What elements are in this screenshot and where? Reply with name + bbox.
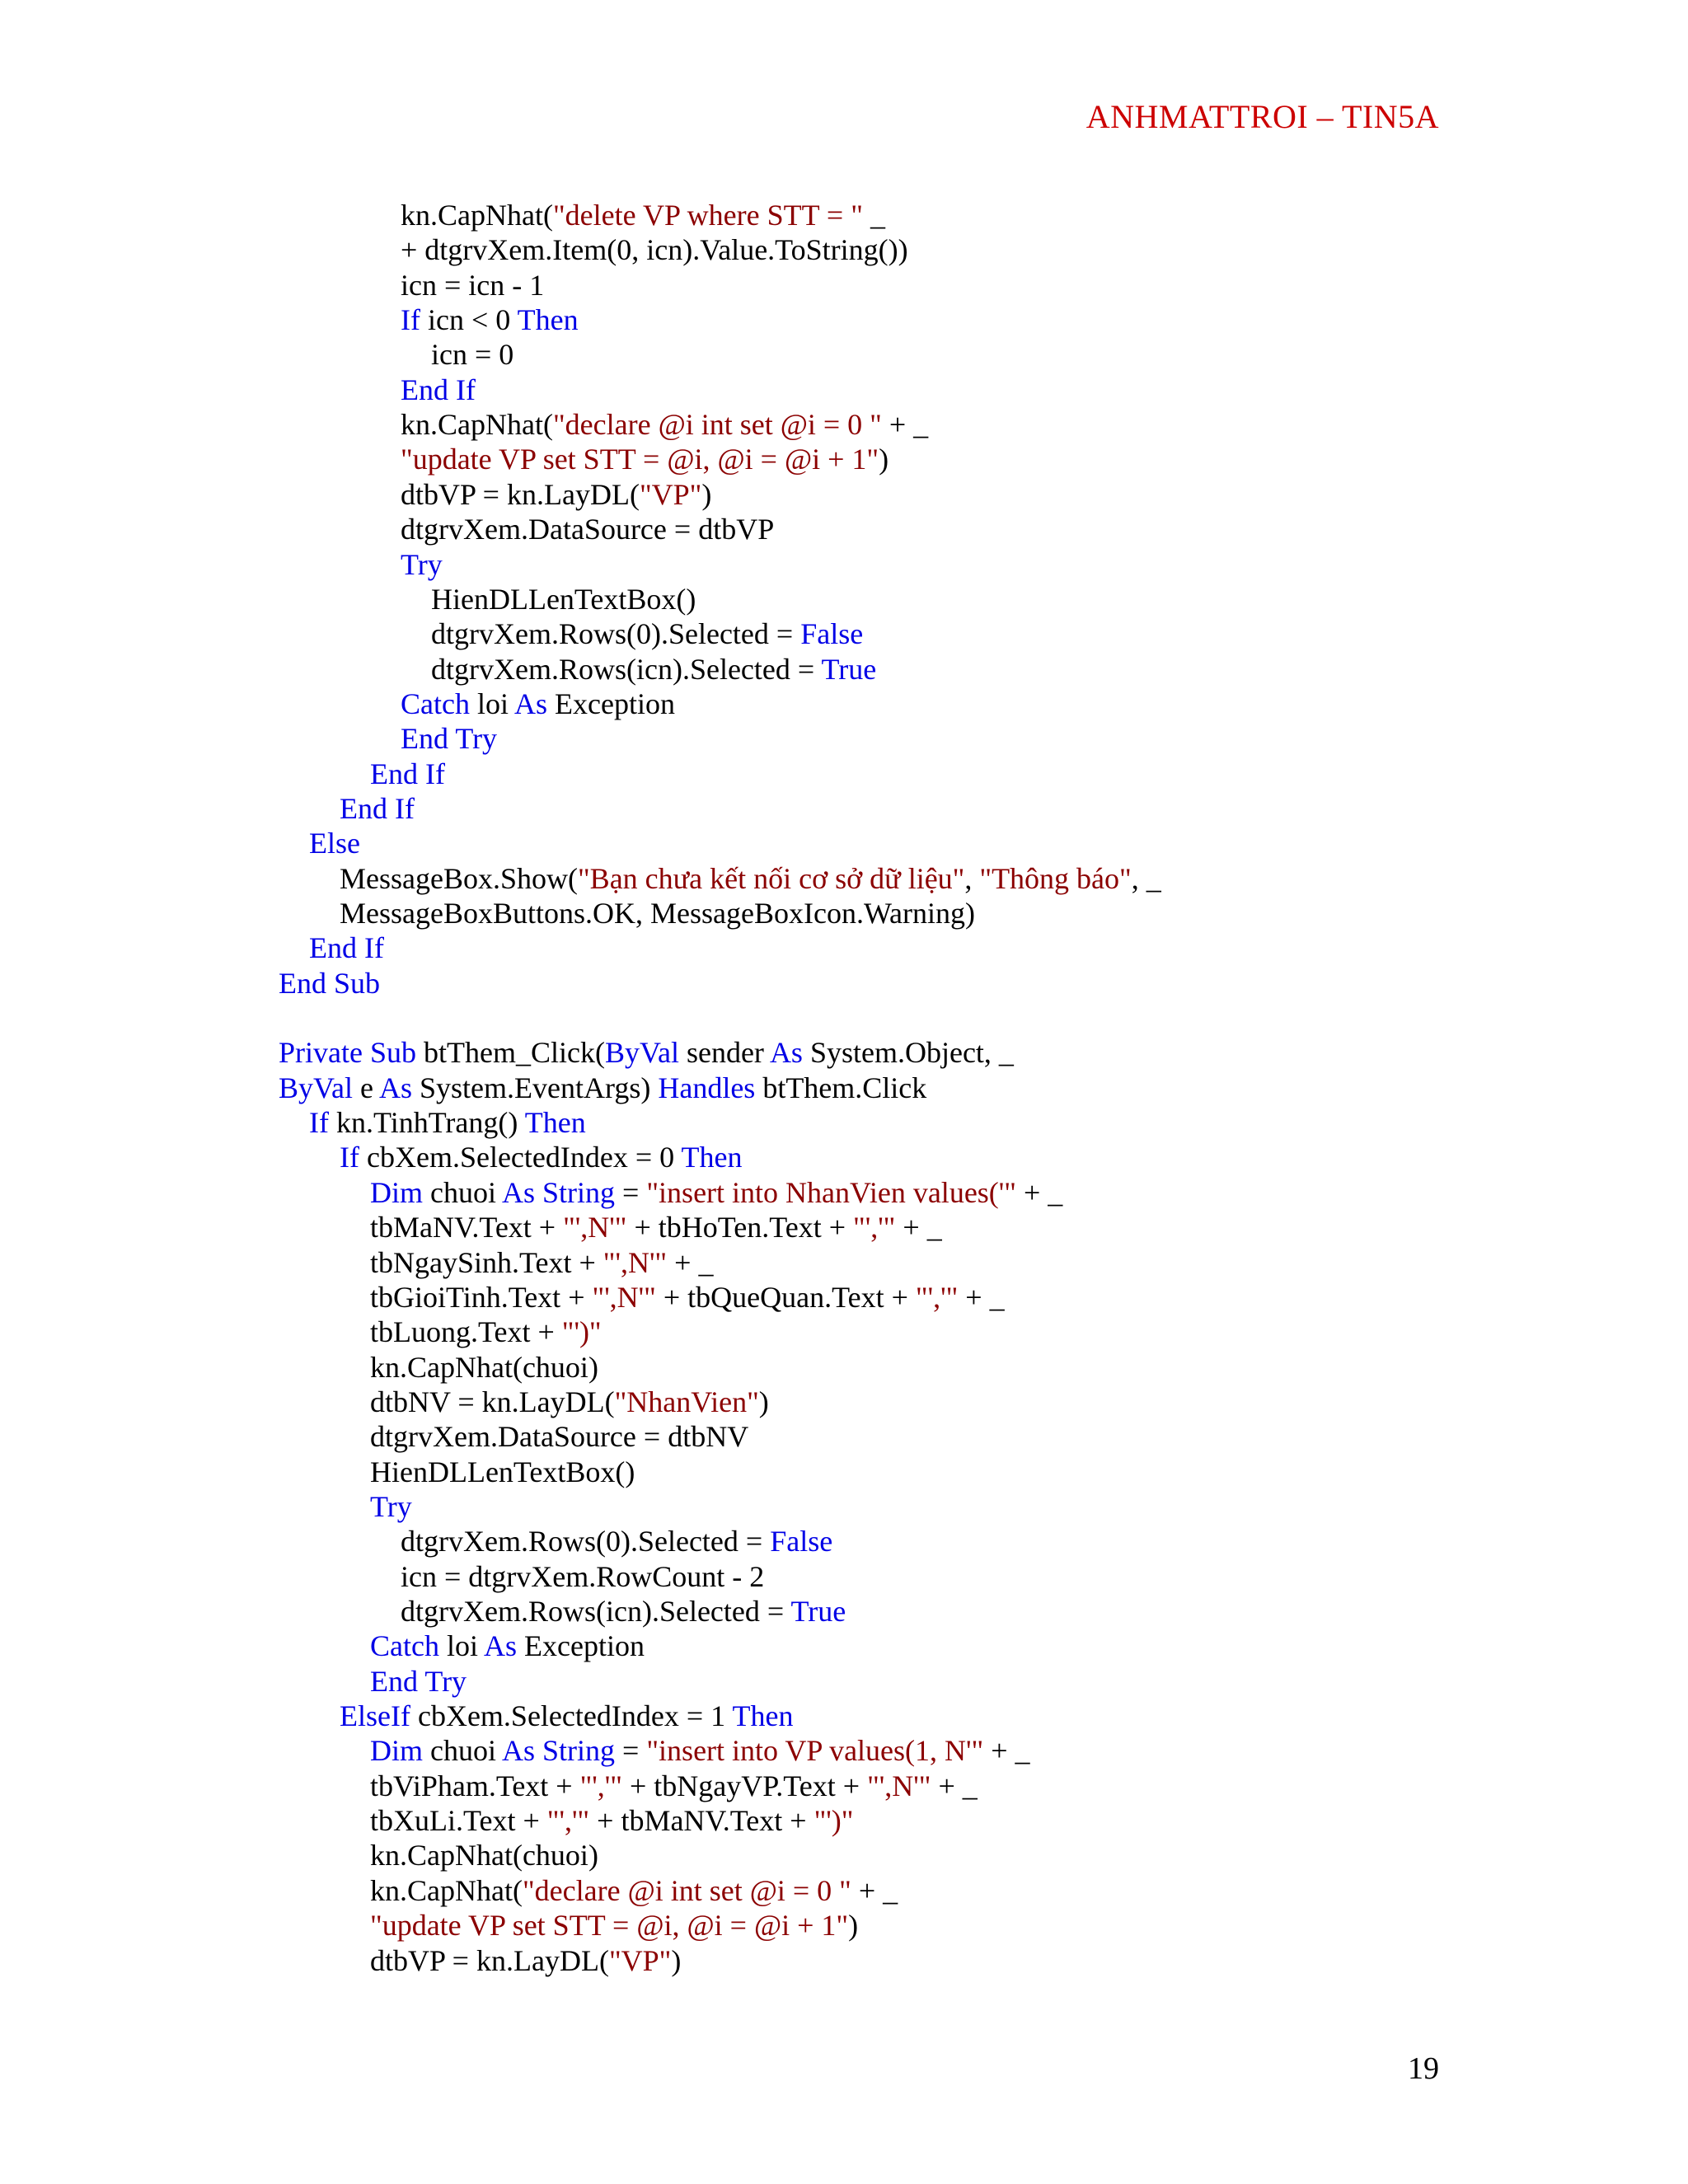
code-line xyxy=(431,337,513,372)
code-line xyxy=(401,721,497,756)
code-string: "insert into VP values(1, N'" xyxy=(646,1734,984,1768)
code-keyword: End If xyxy=(401,373,476,406)
code-keyword: Dim xyxy=(370,1175,424,1209)
code-keyword: ElseIf xyxy=(340,1699,410,1733)
code-line xyxy=(401,407,928,442)
code-line xyxy=(370,1175,1062,1210)
code-keyword: Catch xyxy=(370,1629,439,1663)
code-keyword: As xyxy=(769,1036,803,1070)
code-line xyxy=(401,232,908,267)
code-text: dtbVP = kn.LayDL( xyxy=(370,1943,609,1977)
code-text: MessageBoxButtons.OK, MessageBoxIcon.Warning) xyxy=(340,897,975,930)
code-keyword: End Sub xyxy=(279,966,381,1000)
code-text: icn = 0 xyxy=(431,338,514,372)
code-text: ) xyxy=(879,443,889,476)
code-text: kn.CapNhat( xyxy=(401,199,553,232)
code-line xyxy=(309,826,360,860)
code-text: dtbNV = kn.LayDL( xyxy=(370,1385,615,1418)
code-line xyxy=(431,616,863,651)
code-line xyxy=(401,198,885,232)
code-line xyxy=(340,1140,742,1174)
code-line xyxy=(370,1733,1030,1768)
code-keyword: Private Sub xyxy=(279,1036,416,1070)
code-text: + _ xyxy=(931,1769,978,1802)
code-text: dtgrvXem.DataSource = dtbNV xyxy=(370,1420,749,1454)
code-text: kn.TinhTrang() xyxy=(328,1106,525,1140)
code-text: + tbQueQuan.Text + xyxy=(655,1280,916,1314)
page-number: 19 xyxy=(1408,2051,1439,2086)
code-keyword: Try xyxy=(401,547,443,581)
code-line xyxy=(401,373,476,407)
code-line xyxy=(401,547,443,582)
code-text: Exception xyxy=(517,1629,645,1663)
code-keyword: As xyxy=(379,1071,413,1104)
code-text: icn = dtgrvXem.RowCount - 2 xyxy=(401,1559,765,1593)
code-keyword: Then xyxy=(524,1106,586,1140)
code-text: tbXuLi.Text + xyxy=(370,1804,547,1838)
code-keyword: Then xyxy=(681,1141,743,1174)
code-line xyxy=(370,1838,598,1872)
code-line xyxy=(401,302,579,337)
code-string: "','" xyxy=(853,1211,896,1244)
code-line xyxy=(309,930,384,965)
code-text: + tbNgayVP.Text + xyxy=(621,1769,868,1802)
code-string: "Bạn chưa kết nối cơ sở dữ liệu" xyxy=(577,861,965,895)
code-string: "','" xyxy=(579,1769,622,1802)
code-keyword: Try xyxy=(370,1489,412,1523)
code-text: icn = icn - 1 xyxy=(401,268,545,302)
code-text: ) xyxy=(671,1943,682,1977)
code-text: sender xyxy=(678,1036,770,1070)
code-string: "delete VP where STT = " xyxy=(552,199,863,232)
code-text: tbGioiTinh.Text + xyxy=(370,1280,593,1314)
code-line xyxy=(370,1769,978,1803)
code-keyword: False xyxy=(770,1525,833,1558)
code-keyword: Then xyxy=(732,1699,794,1733)
code-keyword: End Try xyxy=(401,722,498,756)
code-line xyxy=(340,1699,793,1733)
code-text: ) xyxy=(701,477,712,511)
code-string: "',N'" xyxy=(603,1245,668,1279)
code-text: cbXem.SelectedIndex = 1 xyxy=(410,1699,733,1733)
code-keyword: End If xyxy=(309,931,384,965)
code-text: + dtgrvXem.Item(0, icn).Value.ToString()) xyxy=(401,233,908,267)
code-string: "','" xyxy=(546,1804,590,1838)
code-line xyxy=(309,1105,586,1140)
code-string: "VP" xyxy=(608,1943,672,1977)
code-keyword: Dim xyxy=(370,1734,424,1768)
code-line xyxy=(370,1803,853,1838)
code-line xyxy=(340,861,1161,896)
code-text: dtbVP = kn.LayDL( xyxy=(401,477,640,511)
code-line xyxy=(401,512,774,546)
code-keyword: As xyxy=(514,687,548,720)
code-line xyxy=(431,582,696,616)
code-text: tbViPham.Text + xyxy=(370,1769,580,1802)
code-keyword: Catch xyxy=(401,687,470,720)
code-keyword: Then xyxy=(517,303,579,337)
code-line xyxy=(279,1071,926,1105)
code-line xyxy=(370,1873,898,1908)
code-string: "update VP set STT = @i, @i = @i + 1" xyxy=(401,443,879,476)
code-line xyxy=(340,791,415,826)
code-line xyxy=(279,966,380,1001)
code-line xyxy=(370,1419,748,1454)
code-text: tbMaNV.Text + xyxy=(370,1211,564,1244)
code-text: HienDLLenTextBox() xyxy=(370,1455,635,1488)
code-keyword: Else xyxy=(309,827,360,860)
code-text: + _ xyxy=(667,1245,714,1279)
code-line xyxy=(370,1245,713,1280)
code-keyword: End If xyxy=(340,791,415,825)
code-line xyxy=(370,1385,769,1419)
code-string: "declare @i int set @i = 0 " xyxy=(552,408,882,442)
code-string: "')" xyxy=(814,1804,854,1838)
code-line xyxy=(340,896,975,930)
code-line xyxy=(401,442,889,476)
code-line xyxy=(401,1559,764,1594)
code-text: System.EventArgs) xyxy=(412,1071,659,1104)
code-text: + _ xyxy=(895,1211,942,1244)
code-text: tbLuong.Text + xyxy=(370,1315,562,1349)
code-keyword: ByVal xyxy=(279,1071,353,1104)
code-text: ) xyxy=(758,1385,769,1418)
code-text: dtgrvXem.Rows(0).Selected = xyxy=(401,1525,771,1558)
code-string: "',N'" xyxy=(592,1280,656,1314)
code-text: dtgrvXem.Rows(icn).Selected = xyxy=(401,1595,791,1628)
code-string: "NhanVien" xyxy=(614,1385,759,1418)
code-keyword: ByVal xyxy=(604,1036,679,1070)
code-string: "declare @i int set @i = 0 " xyxy=(522,1873,851,1907)
code-text: btThem_Click( xyxy=(416,1036,605,1070)
code-text: ) xyxy=(848,1909,859,1943)
code-string: "insert into NhanVien values('" xyxy=(646,1175,1016,1209)
code-line xyxy=(401,268,544,302)
code-keyword: End If xyxy=(370,757,445,790)
code-line xyxy=(370,1280,1005,1315)
code-text: icn < 0 xyxy=(420,303,518,337)
code-text: + _ xyxy=(881,408,929,442)
code-text: kn.CapNhat( xyxy=(401,408,553,442)
code-text: + tbMaNV.Text + xyxy=(589,1804,814,1838)
code-text: dtgrvXem.DataSource = dtbVP xyxy=(401,513,775,546)
code-text: + _ xyxy=(983,1734,1030,1768)
code-keyword: True xyxy=(821,652,877,686)
code-keyword: If xyxy=(401,303,420,337)
code-line xyxy=(370,1455,635,1489)
code-text: dtgrvXem.Rows(icn).Selected = xyxy=(431,652,822,686)
code-keyword: True xyxy=(790,1595,846,1628)
page-header: ANHMATTROI – TIN5A xyxy=(1085,98,1439,135)
code-text: Exception xyxy=(547,687,675,720)
code-text: loi xyxy=(469,687,515,720)
code-keyword: As xyxy=(484,1629,518,1663)
code-string: "',N'" xyxy=(563,1211,627,1244)
code-line xyxy=(370,1908,858,1943)
code-text: = xyxy=(615,1175,647,1209)
code-text: dtgrvXem.Rows(0).Selected = xyxy=(431,617,801,651)
code-text: = xyxy=(615,1734,647,1768)
code-text: btThem.Click xyxy=(755,1071,927,1104)
code-text: chuoi xyxy=(423,1175,503,1209)
code-text: + _ xyxy=(1015,1175,1063,1209)
code-line xyxy=(401,687,675,721)
code-line xyxy=(370,1664,467,1699)
code-text: MessageBox.Show( xyxy=(340,861,578,895)
code-text: + _ xyxy=(958,1280,1005,1314)
code-text: , xyxy=(964,861,980,895)
code-string: "')" xyxy=(561,1315,602,1349)
code-text: cbXem.SelectedIndex = 0 xyxy=(359,1141,682,1174)
code-line xyxy=(370,757,445,791)
code-line xyxy=(370,1350,598,1385)
code-text: kn.CapNhat(chuoi) xyxy=(370,1839,598,1872)
code-keyword: False xyxy=(800,617,864,651)
code-text: kn.CapNhat( xyxy=(370,1873,523,1907)
code-line xyxy=(370,1489,412,1524)
code-line xyxy=(279,1035,1014,1070)
code-text: tbNgaySinh.Text + xyxy=(370,1245,603,1279)
code-text: kn.CapNhat(chuoi) xyxy=(370,1350,598,1384)
code-text: loi xyxy=(438,1629,485,1663)
code-keyword: End Try xyxy=(370,1664,467,1698)
code-line xyxy=(370,1943,681,1978)
code-line xyxy=(401,477,711,512)
code-string: "Thông báo" xyxy=(979,861,1132,895)
code-line xyxy=(370,1210,942,1244)
code-text: _ xyxy=(862,199,885,232)
code-string: "',N'" xyxy=(867,1769,931,1802)
code-text: + _ xyxy=(851,1873,898,1907)
code-line xyxy=(401,1524,832,1558)
code-text: + tbHoTen.Text + xyxy=(626,1211,854,1244)
code-line xyxy=(370,1315,602,1349)
code-keyword: If xyxy=(340,1141,359,1174)
code-keyword: As String xyxy=(502,1734,616,1768)
code-keyword: Handles xyxy=(658,1071,756,1104)
code-text: chuoi xyxy=(423,1734,503,1768)
code-text: System.Object, _ xyxy=(802,1036,1014,1070)
code-text: HienDLLenTextBox() xyxy=(431,582,696,616)
code-line xyxy=(370,1629,645,1663)
code-text: e xyxy=(353,1071,379,1104)
code-line xyxy=(431,652,876,687)
code-line xyxy=(401,1594,846,1629)
code-string: "VP" xyxy=(639,477,702,511)
code-string: "update VP set STT = @i, @i = @i + 1" xyxy=(370,1909,849,1943)
code-text: , _ xyxy=(1131,861,1161,895)
code-keyword: If xyxy=(309,1106,329,1140)
code-string: "','" xyxy=(915,1280,959,1314)
code-keyword: As String xyxy=(502,1175,616,1209)
